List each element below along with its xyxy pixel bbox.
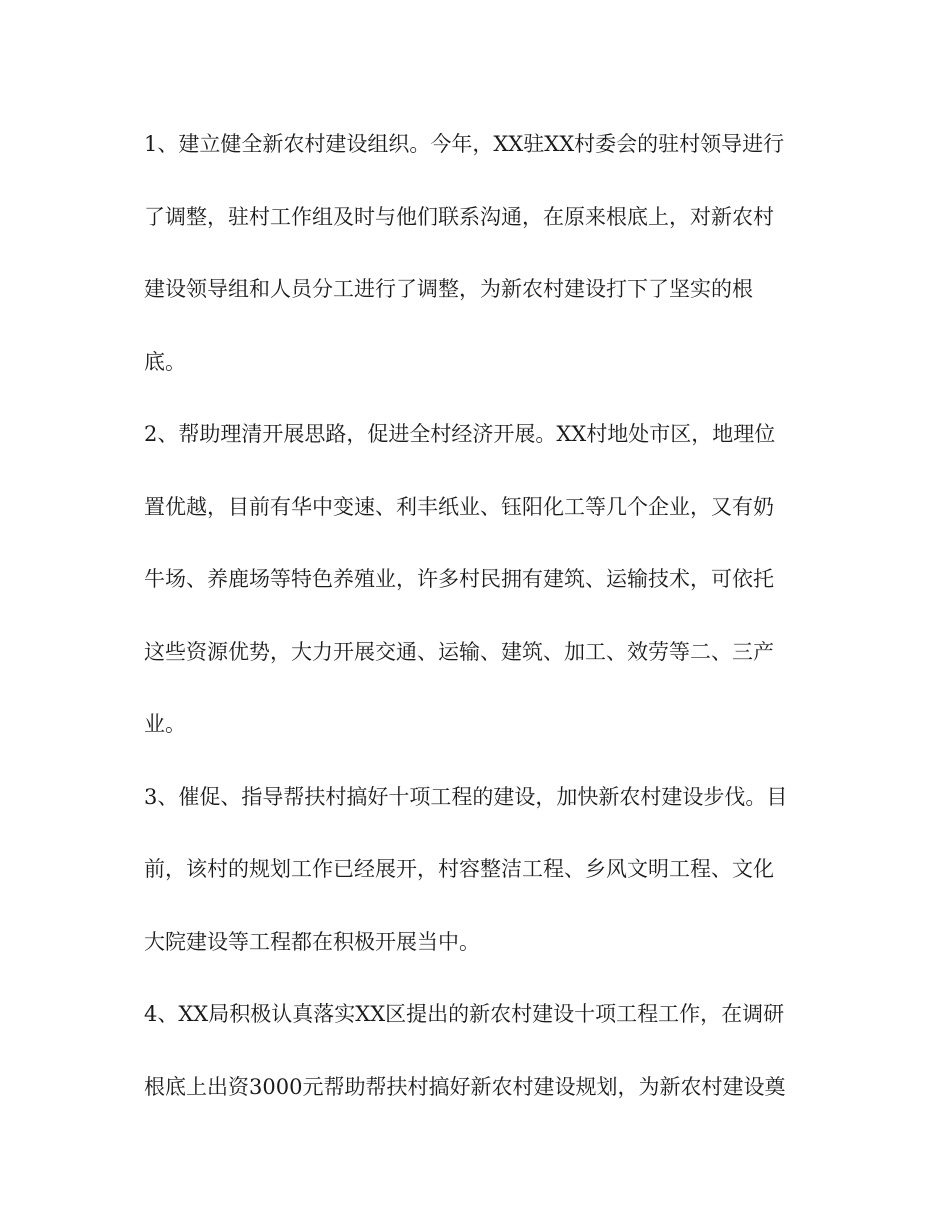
text-line: 牛场、养鹿场等特色养殖业，许多村民拥有建筑、运输技术，可依托: [144, 567, 774, 591]
text-line: 前，该村的规划工作已经展开，村容整洁工程、乡风文明工程、文化: [144, 857, 774, 881]
text-line: 4、XX局积极认真落实XX区提出的新农村建设十项工程工作，在调研: [144, 1002, 785, 1026]
text-line: 2、帮助理清开展思路，促进全村经济开展。XX村地处市区，地理位: [144, 422, 776, 446]
text-line: 1、建立健全新农村建设组织。今年，XX驻XX村委会的驻村领导进行: [144, 132, 785, 156]
text-line: 3、催促、指导帮扶村搞好十项工程的建设，加快新农村建设步伐。目: [144, 784, 788, 809]
text-line: 了调整，驻村工作组及时与他们联系沟通，在原来根底上，对新农村: [144, 204, 774, 229]
text-line: 底。: [144, 349, 186, 374]
document-body: [144, 124, 814, 1139]
text-line: 大院建设等工程都在积极开展当中。: [144, 929, 480, 954]
text-line: 置优越，目前有华中变速、利丰纸业、钰阳化工等几个企业，又有奶: [144, 494, 774, 519]
text-line: 建设领导组和人员分工进行了调整，为新农村建设打下了坚实的根: [144, 277, 753, 301]
text-line: 业。: [144, 712, 186, 736]
text-line: 这些资源优势，大力开展交通、运输、建筑、加工、效劳等二、三产: [144, 639, 774, 664]
text-line: 根底上出资3000元帮助帮扶村搞好新农村建设规划，为新农村建设奠: [144, 1074, 786, 1099]
